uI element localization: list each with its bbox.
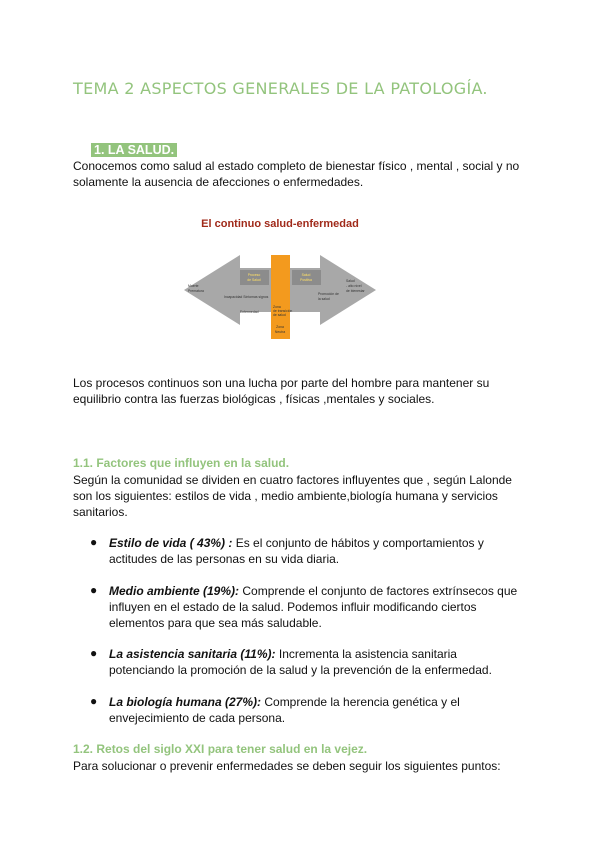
svg-text:de bienestar: de bienestar bbox=[346, 289, 365, 293]
svg-text:- alto nivel: - alto nivel bbox=[346, 284, 362, 288]
factores-line-1: Según la comunidad se dividen en cuatro factores influyentes que , según Lalonde bbox=[73, 473, 512, 487]
svg-text:Neutra: Neutra bbox=[274, 330, 286, 334]
svg-text:Proceso: Proceso bbox=[247, 273, 261, 277]
svg-text:Prematura: Prematura bbox=[188, 289, 204, 293]
bullet-estilo-de-vida: Estilo de vida ( 43%) : Es el conjunto de hábitos y comportamientos y actitudes de las personas en su vida diaria. bbox=[109, 536, 484, 566]
bullet-marker: ● bbox=[90, 694, 98, 708]
svg-text:Incapacidad Síntomas signos: Incapacidad Síntomas signos bbox=[224, 295, 269, 299]
bullet-marker: ● bbox=[90, 646, 98, 660]
svg-text:Enfermedad: Enfermedad bbox=[240, 310, 259, 314]
para2-line-2: equilibrio contra las fuerzas biológicas , físicas ,mentales y sociales. bbox=[73, 392, 435, 406]
diagram-title: El continuo salud-enfermedad bbox=[201, 218, 359, 230]
subsection-heading-factores: 1.1. Factores que influyen en la salud. bbox=[73, 456, 290, 470]
svg-text:Zona: Zona bbox=[276, 325, 284, 329]
svg-text:de salud: de salud bbox=[273, 313, 286, 317]
bullet-medio-ambiente: Medio ambiente (19%): Comprende el conjunto de factores extrínsecos que influyen en el estado de la salud. Podemos influir modificando ciertos elementos para que sea más saludable. bbox=[109, 584, 518, 630]
intro-line-1: Conocemos como salud al estado completo de bienestar físico , mental , social y no bbox=[73, 159, 520, 173]
bullet-biologia-humana: La biología humana (27%): Comprende la herencia genética y el envejecimiento de cada persona. bbox=[109, 695, 460, 725]
svg-text:Promoción de: Promoción de bbox=[318, 292, 339, 296]
para2-line-1: Los procesos continuos son una lucha por parte del hombre para mantener su bbox=[73, 376, 490, 390]
svg-text:de transición: de transición bbox=[273, 309, 293, 313]
page-title: TEMA 2 ASPECTOS GENERALES DE LA PATOLOGÍA. bbox=[73, 79, 488, 98]
factores-line-3: sanitarios. bbox=[73, 505, 128, 519]
svg-text:Salud: Salud bbox=[346, 279, 355, 283]
section-heading-la-salud: 1. LA SALUD. bbox=[91, 143, 177, 157]
bullet-marker: ● bbox=[90, 535, 98, 549]
intro-line-2: solamente la ausencia de afecciones o enfermedades. bbox=[73, 175, 364, 189]
retos-line-1: Para solucionar o prevenir enfermedades se deben seguir los siguientes puntos: bbox=[73, 759, 501, 773]
svg-text:Positiva: Positiva bbox=[300, 278, 312, 282]
svg-text:la salud: la salud bbox=[318, 297, 330, 301]
subsection-heading-retos: 1.2. Retos del siglo XXI para tener salud en la vejez. bbox=[73, 742, 368, 756]
bullet-asistencia-sanitaria: La asistencia sanitaria (11%): Incrementa la asistencia sanitaria potenciando la promoción de la salud y la prevención de la enfermedad. bbox=[109, 647, 492, 677]
svg-text:Zona: Zona bbox=[273, 305, 281, 309]
svg-text:Muerte: Muerte bbox=[188, 284, 199, 288]
svg-text:de Salud: de Salud bbox=[247, 278, 261, 282]
svg-text:Salud: Salud bbox=[301, 273, 311, 277]
factores-line-2: son los siguientes: estilos de vida , medio ambiente,biología humana y servicios bbox=[73, 489, 498, 503]
bullet-marker: ● bbox=[90, 583, 98, 597]
health-continuum-diagram bbox=[180, 213, 380, 341]
